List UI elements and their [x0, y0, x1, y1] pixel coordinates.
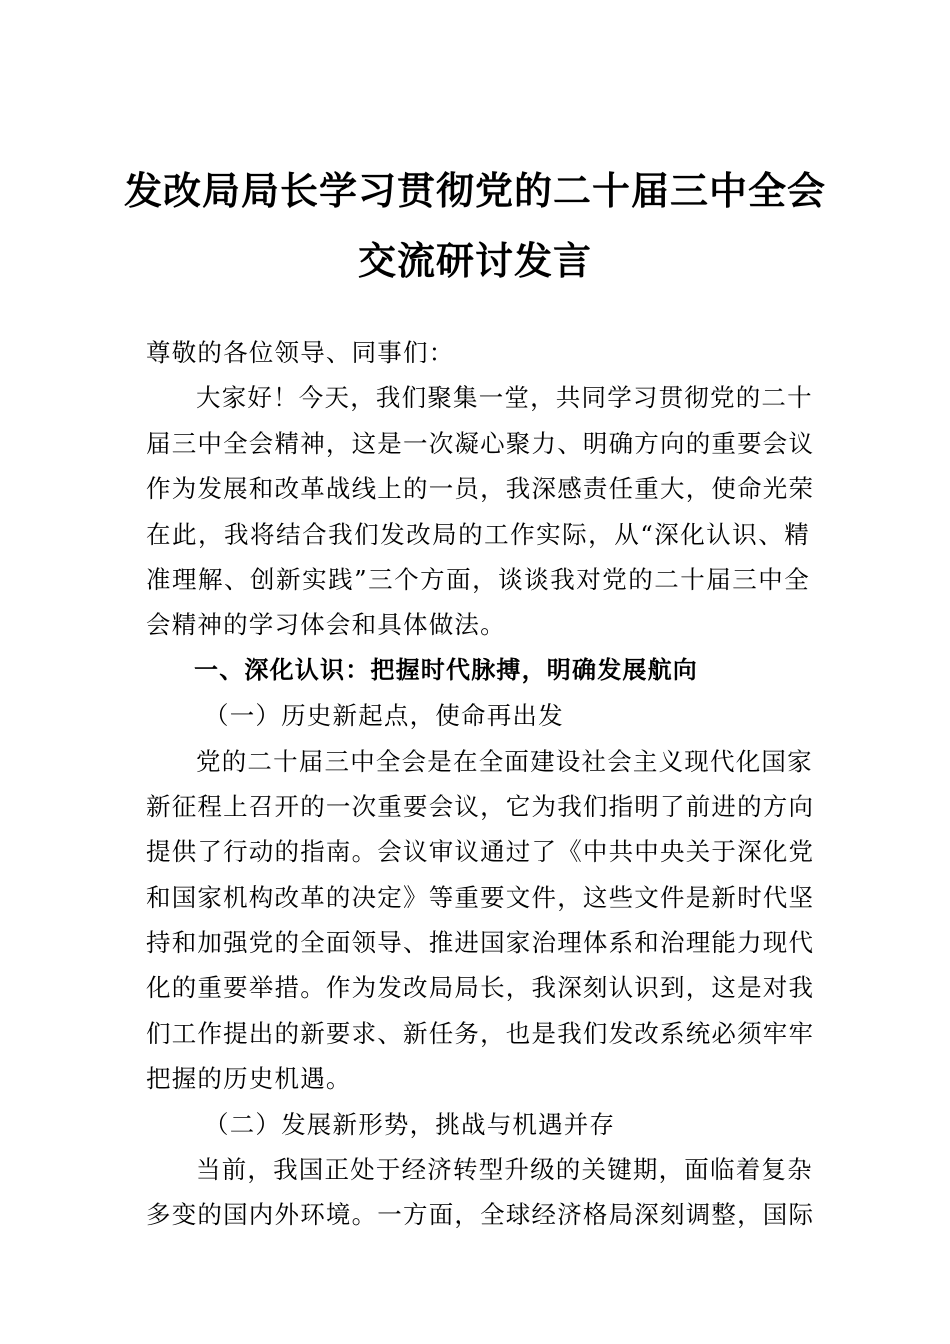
subsection-heading: （一）历史新起点，使命再出发 — [204, 701, 564, 731]
paragraph-line: 和国家机构改革的决定》等重要文件，这些文件是新时代坚 — [146, 882, 815, 912]
subsection-heading: （二）发展新形势，挑战与机遇并存 — [204, 1109, 616, 1139]
document-title-line-1: 发改局局长学习贯彻党的二十届三中全会 — [123, 168, 826, 213]
paragraph-line: 会精神的学习体会和具体做法。 — [146, 610, 506, 640]
paragraph-line: 准理解、创新实践”三个方面，谈谈我对党的二十届三中全 — [146, 564, 810, 594]
paragraph-line: 新征程上召开的一次重要会议，它为我们指明了前进的方向 — [146, 791, 815, 821]
section-heading: 一、深化认识：把握时代脉搏，明确发展航向 — [194, 655, 698, 684]
paragraph-line: 们工作提出的新要求、新任务，也是我们发改系统必须牢牢 — [146, 1018, 815, 1048]
paragraph-line: 在此，我将结合我们发改局的工作实际，从“深化认识、精 — [146, 519, 810, 549]
paragraph-line: 化的重要举措。作为发改局局长，我深刻认识到，这是对我 — [146, 973, 815, 1003]
document-body — [146, 330, 815, 1238]
paragraph-line: 届三中全会精神，这是一次凝心聚力、明确方向的重要会议 — [146, 428, 815, 458]
paragraph-line: 当前，我国正处于经济转型升级的关键期，面临着复杂 — [196, 1155, 813, 1185]
salutation: 尊敬的各位领导、同事们： — [146, 338, 455, 367]
paragraph-line: 作为发展和改革战线上的一员，我深感责任重大，使命光荣 — [146, 474, 815, 504]
paragraph-line: 多变的国内外环境。一方面，全球经济格局深刻调整，国际 — [146, 1200, 815, 1230]
document-title-line-2: 交流研讨发言 — [357, 238, 592, 283]
paragraph-line: 大家好！今天，我们聚集一堂，共同学习贯彻党的二十 — [196, 383, 813, 413]
paragraph-line: 党的二十届三中全会是在全面建设社会主义现代化国家 — [196, 746, 813, 776]
paragraph-line: 提供了行动的指南。会议审议通过了《中共中央关于深化党 — [146, 837, 815, 867]
paragraph-line: 持和加强党的全面领导、推进国家治理体系和治理能力现代 — [146, 928, 815, 958]
paragraph-line: 把握的历史机遇。 — [146, 1064, 352, 1094]
